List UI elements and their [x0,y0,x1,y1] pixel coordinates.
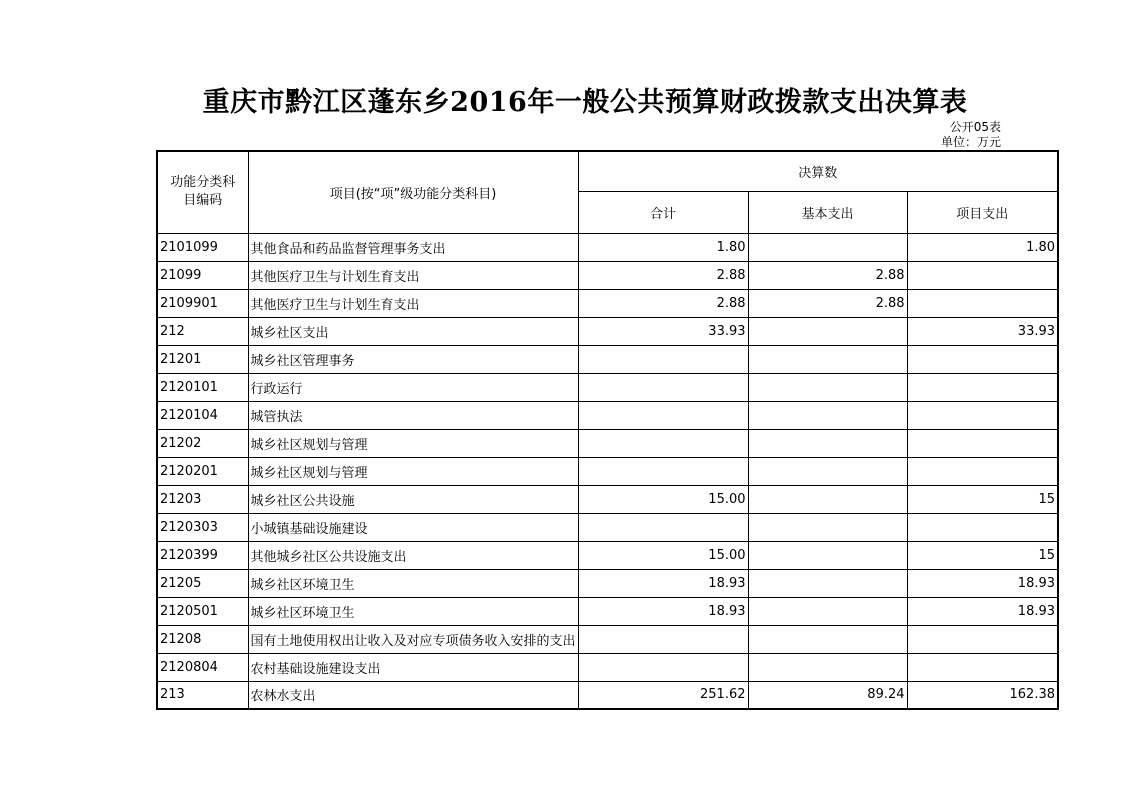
row-basic [748,317,907,345]
row-code: 2120104 [157,401,248,429]
row-basic: 2.88 [748,289,907,317]
row-basic [748,485,907,513]
row-project: 33.93 [907,317,1058,345]
row-code: 21099 [157,261,248,289]
header-item: 项目(按“项”级功能分类科目) [248,151,578,233]
row-basic [748,541,907,569]
row-code: 21203 [157,485,248,513]
row-item-name: 城乡社区公共设施 [248,485,578,513]
row-code: 2120501 [157,597,248,625]
row-item-name: 其他城乡社区公共设施支出 [248,541,578,569]
row-total [578,457,748,485]
row-code: 2120804 [157,653,248,681]
row-code: 2120399 [157,541,248,569]
table-row [157,625,1058,653]
row-basic [748,233,907,261]
table-row [157,513,1058,541]
header-final-accounts: 决算数 [578,151,1058,191]
row-total [578,345,748,373]
row-item-name: 其他医疗卫生与计划生育支出 [248,261,578,289]
row-code: 2120201 [157,457,248,485]
row-basic [748,429,907,457]
header-basic: 基本支出 [748,191,907,233]
row-item-name: 城管执法 [248,401,578,429]
row-code: 21205 [157,569,248,597]
row-item-name: 其他食品和药品监督管理事务支出 [248,233,578,261]
row-code: 213 [157,681,248,709]
row-code: 2101099 [157,233,248,261]
row-code: 21208 [157,625,248,653]
row-code: 2120101 [157,373,248,401]
header-code-line1: 功能分类科 [170,175,236,191]
row-project: 18.93 [907,597,1058,625]
report-title: 重庆市黔江区蓬东乡2016年一般公共预算财政拨款支出决算表 [202,87,968,118]
row-total: 33.93 [578,317,748,345]
row-project: 15 [907,541,1058,569]
row-project: 15 [907,485,1058,513]
header-code-line2: 目编码 [183,193,223,209]
form-number: 公开05表 [949,120,1001,134]
row-total: 18.93 [578,569,748,597]
row-project: 162.38 [907,681,1058,709]
row-basic [748,653,907,681]
table-body [157,233,1058,709]
table-row [157,261,1058,289]
row-item-name: 城乡社区环境卫生 [248,597,578,625]
table-row [157,289,1058,317]
row-code: 21201 [157,345,248,373]
row-item-name: 城乡社区支出 [248,317,578,345]
row-basic [748,401,907,429]
row-project [907,513,1058,541]
table-row [157,345,1058,373]
row-project [907,261,1058,289]
budget-table [156,150,1059,710]
unit-label: 单位：万元 [940,135,1001,149]
row-total [578,401,748,429]
header-total: 合计 [578,191,748,233]
row-basic [748,625,907,653]
row-basic [748,597,907,625]
row-project [907,401,1058,429]
row-project [907,289,1058,317]
table-row [157,597,1058,625]
row-total: 15.00 [578,541,748,569]
table-row [157,681,1058,709]
header-row-1 [157,151,1058,191]
table-row [157,233,1058,261]
row-total: 2.88 [578,289,748,317]
row-basic [748,457,907,485]
row-project [907,625,1058,653]
row-item-name: 农村基础设施建设支出 [248,653,578,681]
row-code: 212 [157,317,248,345]
row-basic: 89.24 [748,681,907,709]
row-item-name: 城乡社区管理事务 [248,345,578,373]
row-item-name: 国有土地使用权出让收入及对应专项债务收入安排的支出 [248,625,578,653]
table-row [157,317,1058,345]
row-project [907,345,1058,373]
row-project [907,457,1058,485]
row-total: 15.00 [578,485,748,513]
table-row [157,401,1058,429]
header-project: 项目支出 [907,191,1058,233]
table-row [157,569,1058,597]
table-row [157,373,1058,401]
header-code [157,151,248,233]
row-total: 18.93 [578,597,748,625]
row-project: 18.93 [907,569,1058,597]
row-total [578,513,748,541]
row-total [578,373,748,401]
row-item-name: 城乡社区规划与管理 [248,429,578,457]
row-project [907,653,1058,681]
row-basic [748,513,907,541]
row-item-name: 农林水支出 [248,681,578,709]
row-total: 2.88 [578,261,748,289]
row-basic [748,373,907,401]
row-total: 1.80 [578,233,748,261]
table-row [157,653,1058,681]
row-item-name: 行政运行 [248,373,578,401]
table-row [157,485,1058,513]
table-row [157,429,1058,457]
row-project [907,373,1058,401]
row-basic [748,345,907,373]
row-total [578,653,748,681]
row-project [907,429,1058,457]
row-basic [748,569,907,597]
table-row [157,541,1058,569]
row-project: 1.80 [907,233,1058,261]
row-total [578,429,748,457]
row-code: 21202 [157,429,248,457]
row-item-name: 小城镇基础设施建设 [248,513,578,541]
row-total [578,625,748,653]
row-item-name: 城乡社区环境卫生 [248,569,578,597]
row-item-name: 其他医疗卫生与计划生育支出 [248,289,578,317]
row-basic: 2.88 [748,261,907,289]
row-code: 2120303 [157,513,248,541]
table-row [157,457,1058,485]
row-item-name: 城乡社区规划与管理 [248,457,578,485]
row-code: 2109901 [157,289,248,317]
row-total: 251.62 [578,681,748,709]
